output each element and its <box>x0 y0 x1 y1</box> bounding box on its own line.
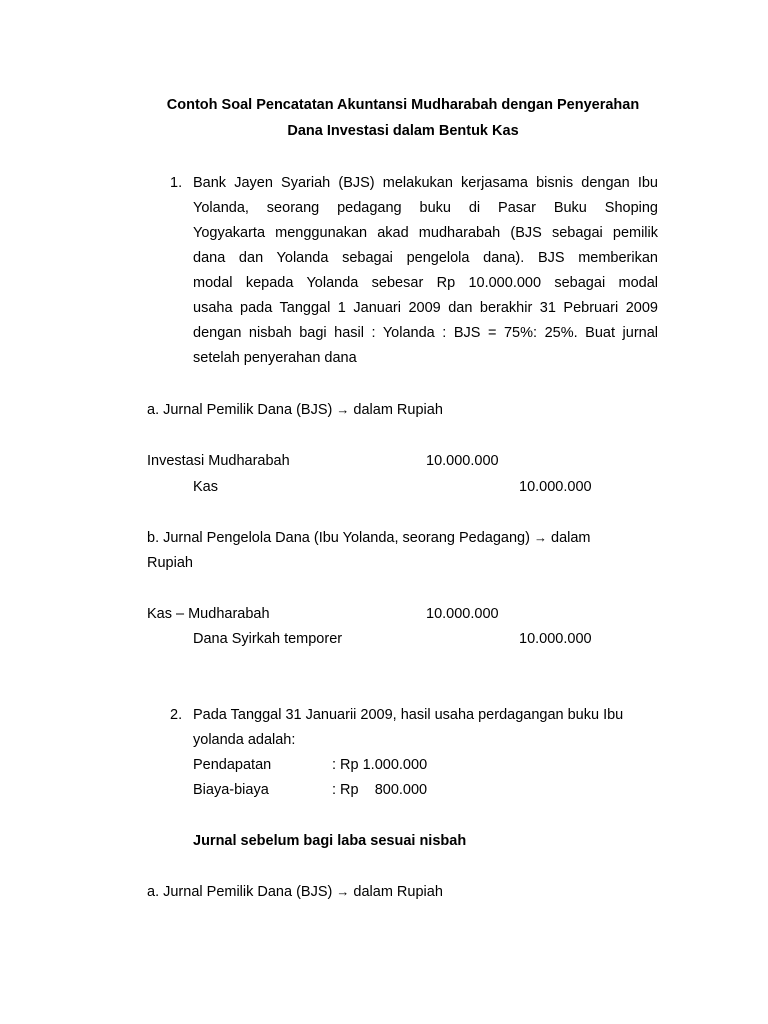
journal-a-credit-amount: 10.000.000 <box>519 479 592 495</box>
item-1-line-2: Yolanda, seorang pedagang buku di Pasar Buku Shoping <box>193 200 658 216</box>
journal-a-heading <box>147 401 443 419</box>
item-2-number: 2. <box>170 707 183 723</box>
item-2-line-1: Pada Tanggal 31 Januarii 2009, hasil usaha perdagangan buku Ibu <box>193 707 624 723</box>
arrow-right-icon: → <box>336 884 350 899</box>
item-1-line-4: dana dan Yolanda sebagai pengelola dana). BJS memberikan <box>193 250 658 266</box>
journal-b-debit-amount: 10.000.000 <box>426 606 499 622</box>
journal-b-heading-suffix: dalam <box>551 530 591 546</box>
item-2-row-1-value: : Rp 1.000.000 <box>332 757 428 773</box>
journal-c-heading <box>147 883 443 901</box>
item-1-line-5: modal kepada Yolanda sebesar Rp 10.000.000 sebagai modal <box>193 275 658 291</box>
arrow-right-icon: → <box>336 402 350 417</box>
journal-b-debit-account: Kas – Mudharabah <box>147 606 270 622</box>
arrow-right-icon: → <box>533 530 547 545</box>
journal-a-debit-account: Investasi Mudharabah <box>147 453 290 469</box>
item-2-row-2-label: Biaya-biaya <box>193 782 269 798</box>
journal-a-heading-suffix: dalam Rupiah <box>353 402 443 418</box>
journal-b-heading-text: b. Jurnal Pengelola Dana (Ibu Yolanda, seorang Pedagang) <box>147 530 530 546</box>
journal-c-heading-text: a. Jurnal Pemilik Dana (BJS) <box>147 884 333 900</box>
journal-b-credit-amount: 10.000.000 <box>519 631 592 647</box>
item-1-line-1: Bank Jayen Syariah (BJS) melakukan kerjasama bisnis dengan Ibu <box>193 175 658 191</box>
item-2-row-1-label: Pendapatan <box>193 757 272 773</box>
item-1-number: 1. <box>170 175 183 191</box>
journal-a-credit-account: Kas <box>193 479 218 495</box>
journal-b-credit-account: Dana Syirkah temporer <box>193 631 343 647</box>
journal-b-heading <box>147 529 591 547</box>
item-2-line-2: yolanda adalah: <box>193 732 296 748</box>
journal-a-heading-text: a. Jurnal Pemilik Dana (BJS) <box>147 402 333 418</box>
item-1-line-8: setelah penyerahan dana <box>193 350 357 366</box>
journal-b-heading-line-2: Rupiah <box>147 555 193 571</box>
journal-a-debit-amount: 10.000.000 <box>426 453 499 469</box>
item-1-line-7: dengan nisbah bagi hasil : Yolanda : BJS = 75%: 25%. Buat jurnal <box>193 325 658 341</box>
item-1-line-3: Yogyakarta menggunakan akad mudharabah (BJS sebagai pemilik <box>193 225 658 241</box>
page-title-line-1: Contoh Soal Pencatatan Akuntansi Mudharabah dengan Penyerahan <box>166 97 640 113</box>
page-title-line-2: Dana Investasi dalam Bentuk Kas <box>287 123 519 139</box>
item-2-subheading: Jurnal sebelum bagi laba sesuai nisbah <box>193 833 467 849</box>
item-1-line-6: usaha pada Tanggal 1 Januari 2009 dan berakhir 31 Pebruari 2009 <box>193 300 658 316</box>
item-2-row-2-value: : Rp 800.000 <box>332 782 428 798</box>
journal-c-heading-suffix: dalam Rupiah <box>353 884 443 900</box>
